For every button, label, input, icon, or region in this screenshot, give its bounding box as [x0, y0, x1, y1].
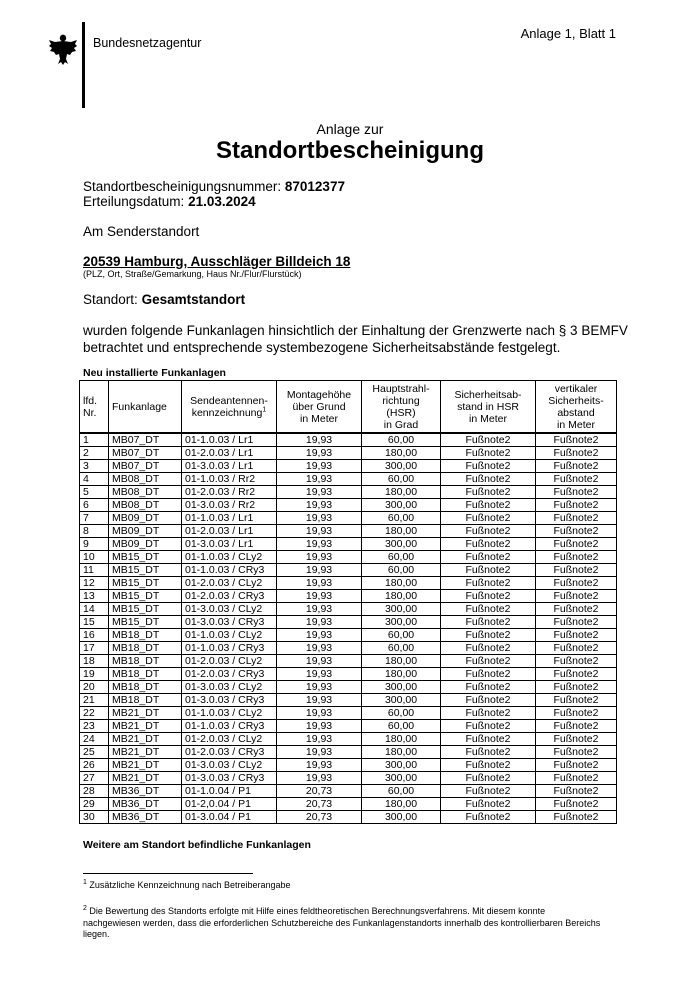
agency-name: Bundesnetzagentur — [93, 36, 202, 50]
cell-kennzeichnung: 01-1.0.03 / CRy3 — [182, 564, 277, 577]
issue-date-line — [83, 194, 256, 209]
footnote-1-text: Zusätzliche Kennzeichnung nach Betreiberangabe — [89, 880, 291, 890]
cell-vertikal: Fußnote2 — [536, 512, 617, 525]
cell-sicherheitsabstand: Fußnote2 — [441, 733, 536, 746]
cell-hsr: 60,00 — [362, 629, 441, 642]
cell-kennzeichnung: 01-1.0.03 / Lr1 — [182, 433, 277, 447]
intro-line-1: wurden folgende Funkanlagen hinsichtlich der Einhaltung der Grenzwerte nach § 3 BEMFV — [83, 323, 628, 338]
cell-nr: 27 — [80, 772, 109, 785]
cell-hsr: 180,00 — [362, 577, 441, 590]
site-line — [83, 292, 245, 307]
cell-sicherheitsabstand: Fußnote2 — [441, 603, 536, 616]
cell-sicherheitsabstand: Fußnote2 — [441, 772, 536, 785]
cell-montagehoehe: 19,93 — [277, 707, 362, 720]
cell-montagehoehe: 19,93 — [277, 460, 362, 473]
cell-sicherheitsabstand: Fußnote2 — [441, 629, 536, 642]
cell-kennzeichnung: 01-3.0.03 / Lr1 — [182, 538, 277, 551]
logo-divider — [82, 22, 85, 108]
cell-anlage: MB18_DT — [109, 642, 182, 655]
table-row — [80, 811, 617, 824]
cell-montagehoehe: 19,93 — [277, 746, 362, 759]
cell-vertikal: Fußnote2 — [536, 525, 617, 538]
cell-sicherheitsabstand: Fußnote2 — [441, 655, 536, 668]
cell-nr: 8 — [80, 525, 109, 538]
cell-nr: 5 — [80, 486, 109, 499]
cell-vertikal: Fußnote2 — [536, 668, 617, 681]
table-row — [80, 629, 617, 642]
cell-nr: 13 — [80, 590, 109, 603]
cell-sicherheitsabstand: Fußnote2 — [441, 668, 536, 681]
cell-vertikal: Fußnote2 — [536, 785, 617, 798]
cell-sicherheitsabstand: Fußnote2 — [441, 577, 536, 590]
cell-hsr: 300,00 — [362, 603, 441, 616]
cell-anlage: MB07_DT — [109, 433, 182, 447]
cell-vertikal: Fußnote2 — [536, 798, 617, 811]
cell-kennzeichnung: 01-1.0.03 / CLy2 — [182, 629, 277, 642]
cell-anlage: MB36_DT — [109, 785, 182, 798]
cell-montagehoehe: 20,73 — [277, 798, 362, 811]
cell-kennzeichnung: 01-3.0.03 / CRy3 — [182, 616, 277, 629]
cell-nr: 11 — [80, 564, 109, 577]
cell-nr: 24 — [80, 733, 109, 746]
table-row — [80, 538, 617, 551]
cell-montagehoehe: 19,93 — [277, 551, 362, 564]
table-row — [80, 590, 617, 603]
table-row — [80, 798, 617, 811]
cell-vertikal: Fußnote2 — [536, 642, 617, 655]
cell-nr: 7 — [80, 512, 109, 525]
cell-anlage: MB21_DT — [109, 772, 182, 785]
cell-anlage: MB21_DT — [109, 746, 182, 759]
cell-hsr: 60,00 — [362, 642, 441, 655]
table-row — [80, 433, 617, 447]
cell-hsr: 60,00 — [362, 720, 441, 733]
cell-kennzeichnung: 01-2.0.03 / CRy3 — [182, 746, 277, 759]
cell-kennzeichnung: 01-3.0.03 / CLy2 — [182, 603, 277, 616]
cell-anlage: MB15_DT — [109, 603, 182, 616]
cell-nr: 16 — [80, 629, 109, 642]
cell-anlage: MB18_DT — [109, 694, 182, 707]
table-row — [80, 694, 617, 707]
cell-vertikal: Fußnote2 — [536, 759, 617, 772]
table-row — [80, 759, 617, 772]
cell-nr: 6 — [80, 499, 109, 512]
cell-montagehoehe: 19,93 — [277, 590, 362, 603]
cell-vertikal: Fußnote2 — [536, 564, 617, 577]
cell-montagehoehe: 19,93 — [277, 525, 362, 538]
cell-hsr: 300,00 — [362, 681, 441, 694]
cell-anlage: MB15_DT — [109, 590, 182, 603]
cell-hsr: 300,00 — [362, 759, 441, 772]
cell-vertikal: Fußnote2 — [536, 772, 617, 785]
cell-kennzeichnung: 01-2,0.04 / P1 — [182, 798, 277, 811]
cell-montagehoehe: 19,93 — [277, 447, 362, 460]
cell-anlage: MB21_DT — [109, 707, 182, 720]
cell-sicherheitsabstand: Fußnote2 — [441, 590, 536, 603]
cell-nr: 3 — [80, 460, 109, 473]
federal-eagle-icon — [48, 32, 78, 66]
page-identifier: Anlage 1, Blatt 1 — [520, 26, 616, 41]
heading-subtitle: Anlage zur — [316, 121, 384, 137]
cell-anlage: MB15_DT — [109, 564, 182, 577]
table-row — [80, 707, 617, 720]
cell-kennzeichnung: 01-1.0.03 / CLy2 — [182, 707, 277, 720]
cell-anlage: MB36_DT — [109, 798, 182, 811]
cell-kennzeichnung: 01-3.0.04 / P1 — [182, 811, 277, 824]
cell-anlage: MB07_DT — [109, 447, 182, 460]
cell-kennzeichnung: 01-2.0.03 / Lr1 — [182, 447, 277, 460]
cell-montagehoehe: 20,73 — [277, 811, 362, 824]
table-row — [80, 525, 617, 538]
cell-nr: 15 — [80, 616, 109, 629]
cell-hsr: 60,00 — [362, 473, 441, 486]
col-header-kennzeichnung: Sendeantennen- kennzeichnung$^1$ — [182, 381, 277, 434]
cell-nr: 18 — [80, 655, 109, 668]
cell-nr: 10 — [80, 551, 109, 564]
cell-vertikal: Fußnote2 — [536, 733, 617, 746]
cell-montagehoehe: 19,93 — [277, 512, 362, 525]
cell-anlage: MB09_DT — [109, 525, 182, 538]
col-header-vertikal: vertikaler Sicherheits- abstand in Meter — [536, 381, 617, 434]
cell-sicherheitsabstand: Fußnote2 — [441, 759, 536, 772]
cell-sicherheitsabstand: Fußnote2 — [441, 616, 536, 629]
table-row — [80, 460, 617, 473]
table-header-row — [80, 381, 617, 434]
cell-sicherheitsabstand: Fußnote2 — [441, 447, 536, 460]
cell-nr: 4 — [80, 473, 109, 486]
cell-montagehoehe: 19,93 — [277, 629, 362, 642]
cell-sicherheitsabstand: Fußnote2 — [441, 642, 536, 655]
cell-sicherheitsabstand: Fußnote2 — [441, 538, 536, 551]
cell-hsr: 180,00 — [362, 525, 441, 538]
cell-sicherheitsabstand: Fußnote2 — [441, 811, 536, 824]
cell-kennzeichnung: 01-2.0.03 / CRy3 — [182, 668, 277, 681]
cell-anlage: MB15_DT — [109, 577, 182, 590]
cell-anlage: MB08_DT — [109, 473, 182, 486]
table-row — [80, 512, 617, 525]
cell-hsr: 180,00 — [362, 655, 441, 668]
table-row — [80, 785, 617, 798]
cell-sicherheitsabstand: Fußnote2 — [441, 746, 536, 759]
footnote-2 — [83, 906, 603, 941]
cell-montagehoehe: 19,93 — [277, 668, 362, 681]
address-note: (PLZ, Ort, Straße/Gemarkung, Haus Nr./Flur/Flurstück) — [83, 269, 302, 279]
cell-montagehoehe: 19,93 — [277, 642, 362, 655]
cell-montagehoehe: 19,93 — [277, 538, 362, 551]
cell-hsr: 60,00 — [362, 707, 441, 720]
cell-anlage: MB18_DT — [109, 655, 182, 668]
cell-hsr: 60,00 — [362, 564, 441, 577]
table-row — [80, 564, 617, 577]
footnote-2-text: Die Bewertung des Standorts erfolgte mit Hilfe eines feldtheoretischen Berechnungsverfahrens. Mit diesem konnte nachgewiesen werden, dass die erforderlichen Schutzbereiche des Funkanlagenstandorts innerhalb des kontrollierbaren Bereichs liegen. — [83, 906, 601, 939]
cell-montagehoehe: 19,93 — [277, 577, 362, 590]
cell-nr: 20 — [80, 681, 109, 694]
address-block — [83, 254, 350, 279]
cell-hsr: 300,00 — [362, 616, 441, 629]
cell-anlage: MB09_DT — [109, 512, 182, 525]
cell-hsr: 180,00 — [362, 746, 441, 759]
cell-hsr: 180,00 — [362, 733, 441, 746]
col-header-anlage: Funkanlage — [109, 381, 182, 434]
footnote-2-mark: 2 — [83, 905, 87, 912]
table-row — [80, 746, 617, 759]
cell-montagehoehe: 19,93 — [277, 499, 362, 512]
site-label: Standort: — [83, 292, 138, 307]
cell-sicherheitsabstand: Fußnote2 — [441, 551, 536, 564]
cell-hsr: 180,00 — [362, 590, 441, 603]
cell-nr: 26 — [80, 759, 109, 772]
cell-hsr: 300,00 — [362, 460, 441, 473]
cell-kennzeichnung: 01-3.0.03 / CRy3 — [182, 772, 277, 785]
table-row — [80, 668, 617, 681]
cell-kennzeichnung: 01-1.0.03 / CRy3 — [182, 642, 277, 655]
cell-kennzeichnung: 01-2.0.03 / Lr1 — [182, 525, 277, 538]
cell-vertikal: Fußnote2 — [536, 499, 617, 512]
cell-nr: 14 — [80, 603, 109, 616]
cell-vertikal: Fußnote2 — [536, 746, 617, 759]
cell-vertikal: Fußnote2 — [536, 460, 617, 473]
cell-nr: 23 — [80, 720, 109, 733]
cell-montagehoehe: 19,93 — [277, 759, 362, 772]
cert-number-line — [83, 179, 345, 194]
footnote-1-mark: 1 — [83, 879, 87, 886]
cell-vertikal: Fußnote2 — [536, 720, 617, 733]
cell-anlage: MB08_DT — [109, 499, 182, 512]
cell-montagehoehe: 19,93 — [277, 486, 362, 499]
cell-kennzeichnung: 01-3.0.03 / CLy2 — [182, 759, 277, 772]
cell-kennzeichnung: 01-2.0.03 / CLy2 — [182, 655, 277, 668]
table-row — [80, 486, 617, 499]
cell-kennzeichnung: 01-1.0.03 / CLy2 — [182, 551, 277, 564]
cell-nr: 22 — [80, 707, 109, 720]
cell-sicherheitsabstand: Fußnote2 — [441, 512, 536, 525]
cell-hsr: 300,00 — [362, 694, 441, 707]
cell-nr: 19 — [80, 668, 109, 681]
cell-sicherheitsabstand: Fußnote2 — [441, 707, 536, 720]
cell-vertikal: Fußnote2 — [536, 473, 617, 486]
cell-vertikal: Fußnote2 — [536, 616, 617, 629]
issue-date-label: Erteilungsdatum: — [83, 194, 185, 209]
cell-hsr: 180,00 — [362, 798, 441, 811]
cell-hsr: 60,00 — [362, 785, 441, 798]
cell-montagehoehe: 20,73 — [277, 785, 362, 798]
cell-vertikal: Fußnote2 — [536, 433, 617, 447]
table-row — [80, 720, 617, 733]
cell-kennzeichnung: 01-2.0.03 / CRy3 — [182, 590, 277, 603]
cell-vertikal: Fußnote2 — [536, 629, 617, 642]
table-row — [80, 551, 617, 564]
cell-hsr: 180,00 — [362, 486, 441, 499]
cell-sicherheitsabstand: Fußnote2 — [441, 785, 536, 798]
cell-vertikal: Fußnote2 — [536, 538, 617, 551]
cell-anlage: MB09_DT — [109, 538, 182, 551]
cell-kennzeichnung: 01-3.0.03 / Lr1 — [182, 460, 277, 473]
cell-anlage: MB08_DT — [109, 486, 182, 499]
cell-nr: 17 — [80, 642, 109, 655]
section-new-installations: Neu installierte Funkanlagen — [83, 367, 226, 379]
cell-sicherheitsabstand: Fußnote2 — [441, 473, 536, 486]
cell-montagehoehe: 19,93 — [277, 603, 362, 616]
col-header-sicherheitsabstand: Sicherheitsab- stand in HSR in Meter — [441, 381, 536, 434]
cell-nr: 25 — [80, 746, 109, 759]
cell-kennzeichnung: 01-1.0.03 / Rr2 — [182, 473, 277, 486]
cell-montagehoehe: 19,93 — [277, 772, 362, 785]
cell-anlage: MB18_DT — [109, 681, 182, 694]
table-row — [80, 681, 617, 694]
cell-sicherheitsabstand: Fußnote2 — [441, 798, 536, 811]
table-row — [80, 499, 617, 512]
cell-vertikal: Fußnote2 — [536, 590, 617, 603]
cell-montagehoehe: 19,93 — [277, 564, 362, 577]
cert-number: 87012377 — [284, 179, 345, 194]
cell-kennzeichnung: 01-3.0.03 / CLy2 — [182, 681, 277, 694]
site-value: Gesamtstandort — [141, 292, 246, 307]
installations-table — [79, 380, 617, 824]
col-header-nr: lfd. Nr. — [80, 381, 109, 434]
cell-montagehoehe: 19,93 — [277, 655, 362, 668]
section-other-installations: Weitere am Standort befindliche Funkanlagen — [83, 839, 311, 851]
at-site-text: Am Senderstandort — [83, 224, 200, 239]
cell-kennzeichnung: 01-2.0.03 / Rr2 — [182, 486, 277, 499]
footnote-divider — [83, 873, 253, 874]
cell-anlage: MB07_DT — [109, 460, 182, 473]
cell-montagehoehe: 19,93 — [277, 681, 362, 694]
cell-hsr: 180,00 — [362, 447, 441, 460]
cell-anlage: MB21_DT — [109, 759, 182, 772]
cell-hsr: 60,00 — [362, 512, 441, 525]
site-address: 20539 Hamburg, Ausschläger Billdeich 18 — [83, 254, 351, 269]
cell-sicherheitsabstand: Fußnote2 — [441, 525, 536, 538]
cell-nr: 30 — [80, 811, 109, 824]
cell-vertikal: Fußnote2 — [536, 681, 617, 694]
cell-montagehoehe: 19,93 — [277, 694, 362, 707]
cell-anlage: MB21_DT — [109, 720, 182, 733]
cell-hsr: 60,00 — [362, 433, 441, 447]
cell-sicherheitsabstand: Fußnote2 — [441, 433, 536, 447]
table-row — [80, 616, 617, 629]
cell-vertikal: Fußnote2 — [536, 707, 617, 720]
cell-anlage: MB15_DT — [109, 616, 182, 629]
cell-nr: 2 — [80, 447, 109, 460]
cell-nr: 28 — [80, 785, 109, 798]
cell-sicherheitsabstand: Fußnote2 — [441, 564, 536, 577]
cell-montagehoehe: 19,93 — [277, 616, 362, 629]
cell-anlage: MB15_DT — [109, 551, 182, 564]
cell-vertikal: Fußnote2 — [536, 694, 617, 707]
table-row — [80, 447, 617, 460]
issue-date: 21.03.2024 — [188, 194, 256, 209]
cell-anlage: MB21_DT — [109, 733, 182, 746]
cell-sicherheitsabstand: Fußnote2 — [441, 499, 536, 512]
cell-kennzeichnung: 01-1.0.03 / CRy3 — [182, 720, 277, 733]
cell-vertikal: Fußnote2 — [536, 577, 617, 590]
table-row — [80, 473, 617, 486]
cell-montagehoehe: 19,93 — [277, 733, 362, 746]
cell-anlage: MB18_DT — [109, 629, 182, 642]
intro-line-2: betrachtet und entsprechende systembezogene Sicherheitsabstände festgelegt. — [83, 340, 561, 355]
cell-nr: 21 — [80, 694, 109, 707]
cell-anlage: MB18_DT — [109, 668, 182, 681]
cell-sicherheitsabstand: Fußnote2 — [441, 694, 536, 707]
cell-anlage: MB36_DT — [109, 811, 182, 824]
cell-kennzeichnung: 01-1.0.03 / Lr1 — [182, 512, 277, 525]
table-row — [80, 655, 617, 668]
cell-hsr: 300,00 — [362, 772, 441, 785]
table-row — [80, 772, 617, 785]
col-header-hsr: Hauptstrahl- richtung (HSR) in Grad — [362, 381, 441, 434]
cell-montagehoehe: 19,93 — [277, 720, 362, 733]
table-row — [80, 733, 617, 746]
page-title: Standortbescheinigung — [215, 137, 484, 164]
table-row — [80, 577, 617, 590]
cell-sicherheitsabstand: Fußnote2 — [441, 720, 536, 733]
cell-hsr: 180,00 — [362, 668, 441, 681]
cell-montagehoehe: 19,93 — [277, 473, 362, 486]
cell-sicherheitsabstand: Fußnote2 — [441, 486, 536, 499]
cell-hsr: 60,00 — [362, 551, 441, 564]
cell-vertikal: Fußnote2 — [536, 655, 617, 668]
table-row — [80, 642, 617, 655]
cell-nr: 29 — [80, 798, 109, 811]
cell-hsr: 300,00 — [362, 499, 441, 512]
cell-kennzeichnung: 01-3.0.03 / CRy3 — [182, 694, 277, 707]
cell-nr: 1 — [80, 433, 109, 447]
intro-paragraph — [83, 322, 628, 356]
cell-kennzeichnung: 01-3.0.03 / Rr2 — [182, 499, 277, 512]
footnote-1 — [83, 880, 603, 892]
cell-kennzeichnung: 01-2.0.03 / CLy2 — [182, 733, 277, 746]
cell-vertikal: Fußnote2 — [536, 811, 617, 824]
cell-nr: 12 — [80, 577, 109, 590]
cell-vertikal: Fußnote2 — [536, 603, 617, 616]
table-row — [80, 603, 617, 616]
cert-number-label: Standortbescheinigungsnummer: — [83, 179, 282, 194]
cell-sicherheitsabstand: Fußnote2 — [441, 681, 536, 694]
cell-vertikal: Fußnote2 — [536, 486, 617, 499]
cell-vertikal: Fußnote2 — [536, 447, 617, 460]
cell-sicherheitsabstand: Fußnote2 — [441, 460, 536, 473]
cell-montagehoehe: 19,93 — [277, 433, 362, 447]
cell-nr: 9 — [80, 538, 109, 551]
cell-vertikal: Fußnote2 — [536, 551, 617, 564]
cell-kennzeichnung: 01-1.0.04 / P1 — [182, 785, 277, 798]
col-header-montagehoehe: Montagehöhe über Grund in Meter — [277, 381, 362, 434]
cell-hsr: 300,00 — [362, 811, 441, 824]
cell-kennzeichnung: 01-2.0.03 / CLy2 — [182, 577, 277, 590]
cell-hsr: 300,00 — [362, 538, 441, 551]
